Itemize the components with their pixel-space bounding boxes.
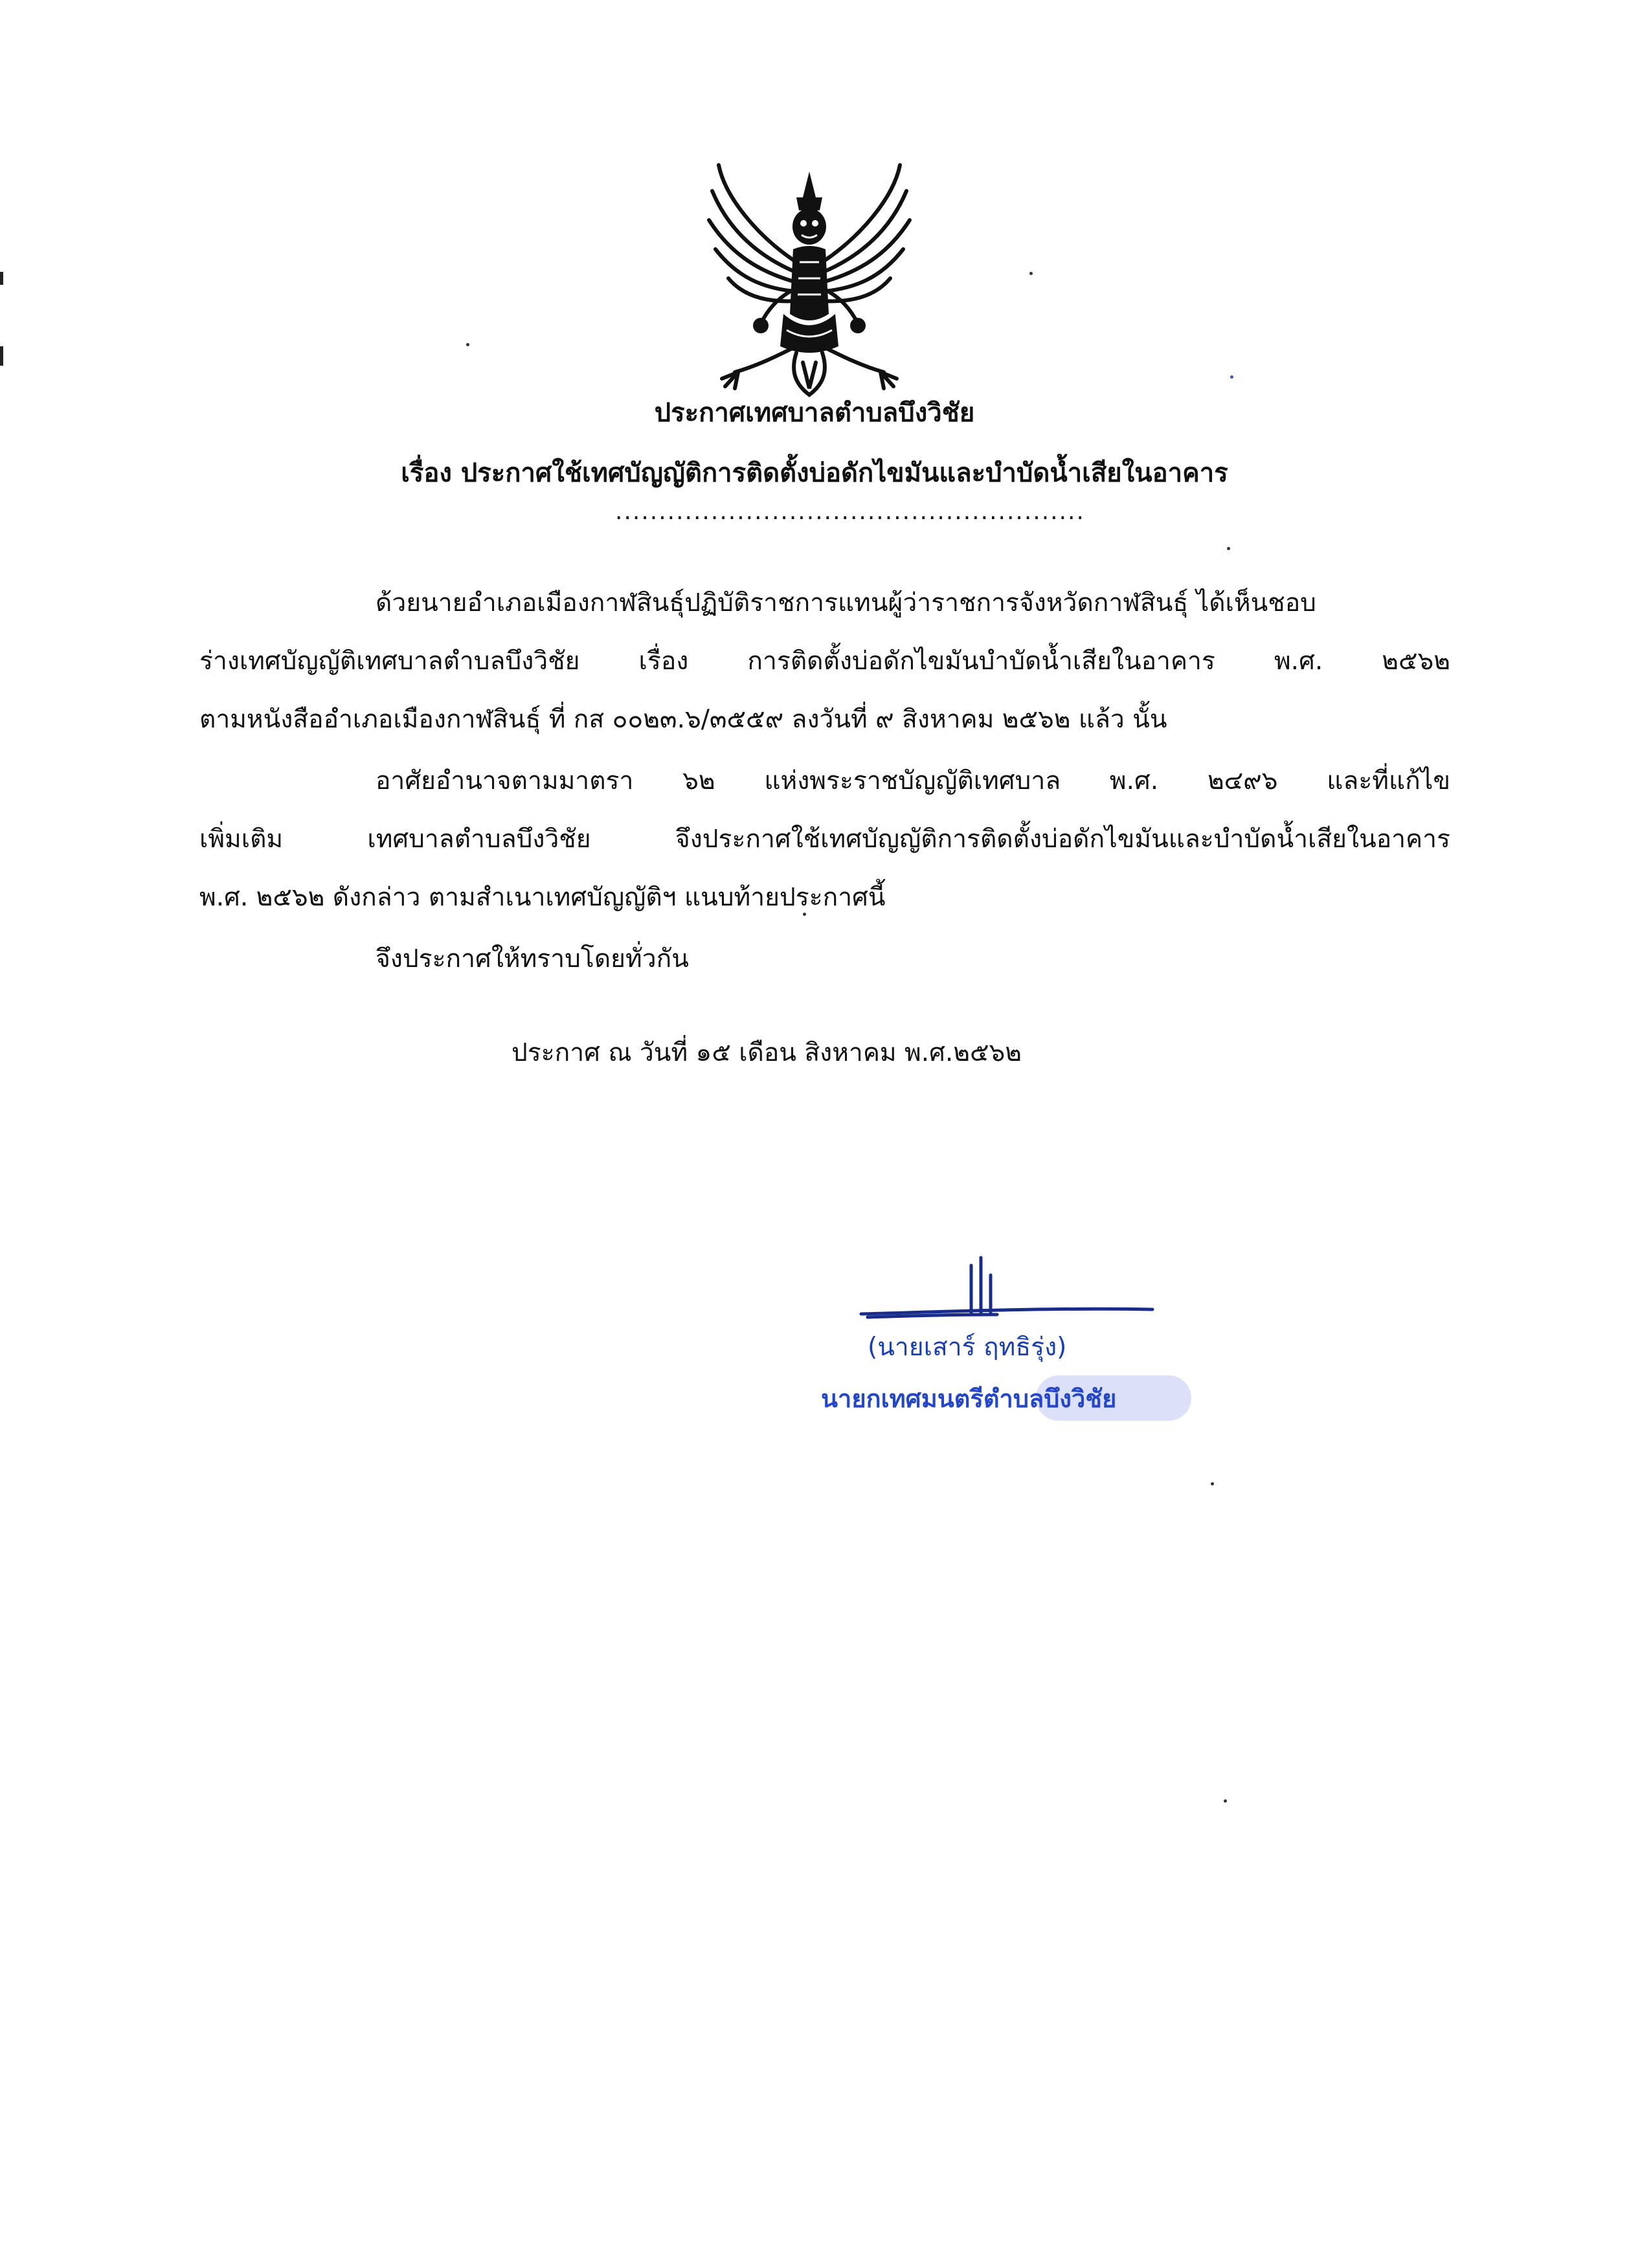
scan-speck (1211, 1482, 1214, 1485)
scan-speck (1029, 272, 1033, 275)
scan-speck (1227, 547, 1230, 550)
paragraph-3: จึงประกาศให้ทราบโดยทั่วกัน (376, 944, 689, 973)
paragraph-2-line-1: อาศัยอำนาจตามมาตรา ๖๒ แห่งพระราชบัญญัติเทศบาล พ.ศ. ๒๔๙๖ และที่แก้ไข (376, 766, 1450, 795)
scan-speck (466, 343, 469, 346)
separator-dots: ...................................................... (615, 498, 1085, 525)
paragraph-2-line-3: พ.ศ. ๒๕๖๒ ดังกล่าว ตามสำเนาเทศบัญญัติฯ แนบท้ายประกาศนี้ (199, 883, 886, 912)
scan-edge-mark (0, 346, 3, 366)
scan-edge-mark (0, 272, 3, 285)
paragraph-1-line-1: ด้วยนายอำเภอเมืองกาฬสินธุ์ปฏิบัติราชการแทนผู้ว่าราชการจังหวัดกาฬสินธุ์ ได้เห็นชอบ (376, 588, 1316, 617)
scan-speck (803, 913, 806, 916)
scan-speck (1224, 1799, 1227, 1803)
announcement-date: ประกาศ ณ วันที่ ๑๕ เดือน สิงหาคม พ.ศ.๒๕๖๒ (511, 1038, 1022, 1067)
announcement-title: ประกาศเทศบาลตำบลบึงวิชัย (654, 398, 975, 428)
garuda-emblem-icon (699, 159, 919, 398)
paragraph-2-line-2: เพิ่มเติม เทศบาลตำบลบึงวิชัย จึงประกาศใช้เทศบัญญัติการติดตั้งบ่อดักไขมันและบำบัดน้ำเสียในอาคาร (199, 825, 1450, 854)
signatory-position: นายกเทศมนตรีตำบลบึงวิชัย (821, 1384, 1117, 1413)
announcement-subject: เรื่อง ประกาศใช้เทศบัญญัติการติดตั้งบ่อดักไขมันและบำบัดน้ำเสียในอาคาร (401, 458, 1228, 488)
paragraph-1-line-2: ร่างเทศบัญญัติเทศบาลตำบลบึงวิชัย เรื่อง การติดตั้งบ่อดักไขมันบำบัดน้ำเสียในอาคาร พ.ศ. ๒๕๖๒ (199, 647, 1450, 676)
scan-speck (1230, 375, 1233, 379)
paragraph-1-line-3: ตามหนังสืออำเภอเมืองกาฬสินธุ์ ที่ กส ๐๐๒๓.๖/๓๕๕๙ ลงวันที่ ๙ สิงหาคม ๒๕๖๒ แล้ว นั้น (199, 705, 1167, 734)
signatory-name: (นายเสาร์ ฤทธิรุ่ง) (868, 1333, 1067, 1362)
